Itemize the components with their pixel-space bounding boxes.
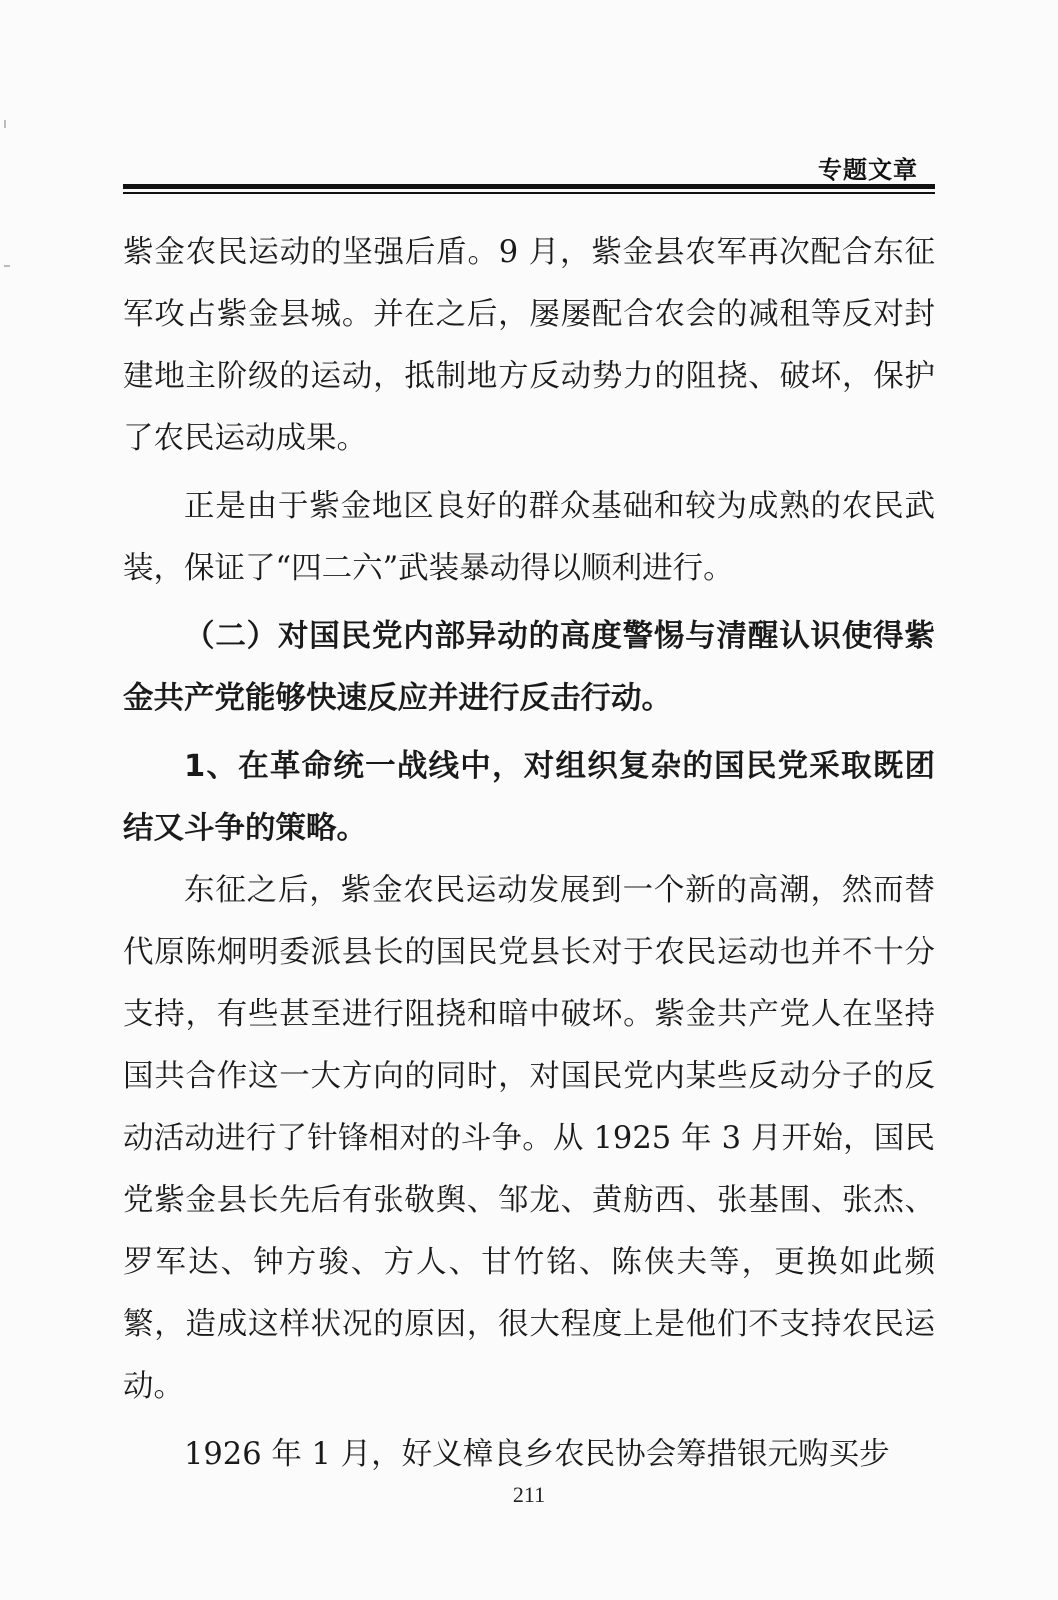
subsection-heading: （二）对国民党内部异动的高度警惕与清醒认识使得紫金共产党能够快速反应并进行反击行动。 bbox=[123, 619, 935, 716]
header-rule-thick bbox=[123, 184, 935, 189]
paragraph-continuation: 紫金农民运动的坚强后盾。9 月，紫金县农军再次配合东征军攻占紫金县城。并在之后，屡屡配合农会的减租等反对封建地主阶级的运动，抵制地方反动势力的阻挠、破坏，保护了农民运动成果。 bbox=[123, 235, 935, 456]
section-header-label: 专题文章 bbox=[818, 156, 918, 184]
scan-mark bbox=[4, 120, 6, 128]
paragraph: 1926 年 1 月，好义樟良乡农民协会筹措银元购买步 bbox=[184, 1437, 890, 1472]
paragraph: 东征之后，紫金农民运动发展到一个新的高潮，然而替代原陈炯明委派县长的国民党县长对于农民运动也并不十分支持，有些甚至进行阻挠和暗中破坏。紫金共产党人在坚持国共合作这一大方向的同时，对国民党内某些反动分子的反动活动进行了针锋相对的斗争。从 1925 年 3 月开始，国民党紫金县长先后有张敬舆、邹龙、黄舫西、张基围、张杰、罗军达、钟方骏、方人、甘竹铭、陈侠夫等，更换如此频繁，造成这样状况的原因，很大程度上是他们不支持农民运动。 bbox=[123, 873, 935, 1404]
body-text bbox=[123, 222, 935, 1486]
page-number: 211 bbox=[512, 1482, 546, 1507]
point-heading: 1、在革命统一战线中，对组织复杂的国民党采取既团结又斗争的策略。 bbox=[123, 749, 935, 846]
paragraph: 正是由于紫金地区良好的群众基础和较为成熟的农民武装，保证了“四二六”武装暴动得以顺利进行。 bbox=[123, 489, 935, 586]
header-rule-thin bbox=[123, 192, 935, 194]
scan-mark bbox=[4, 265, 10, 267]
